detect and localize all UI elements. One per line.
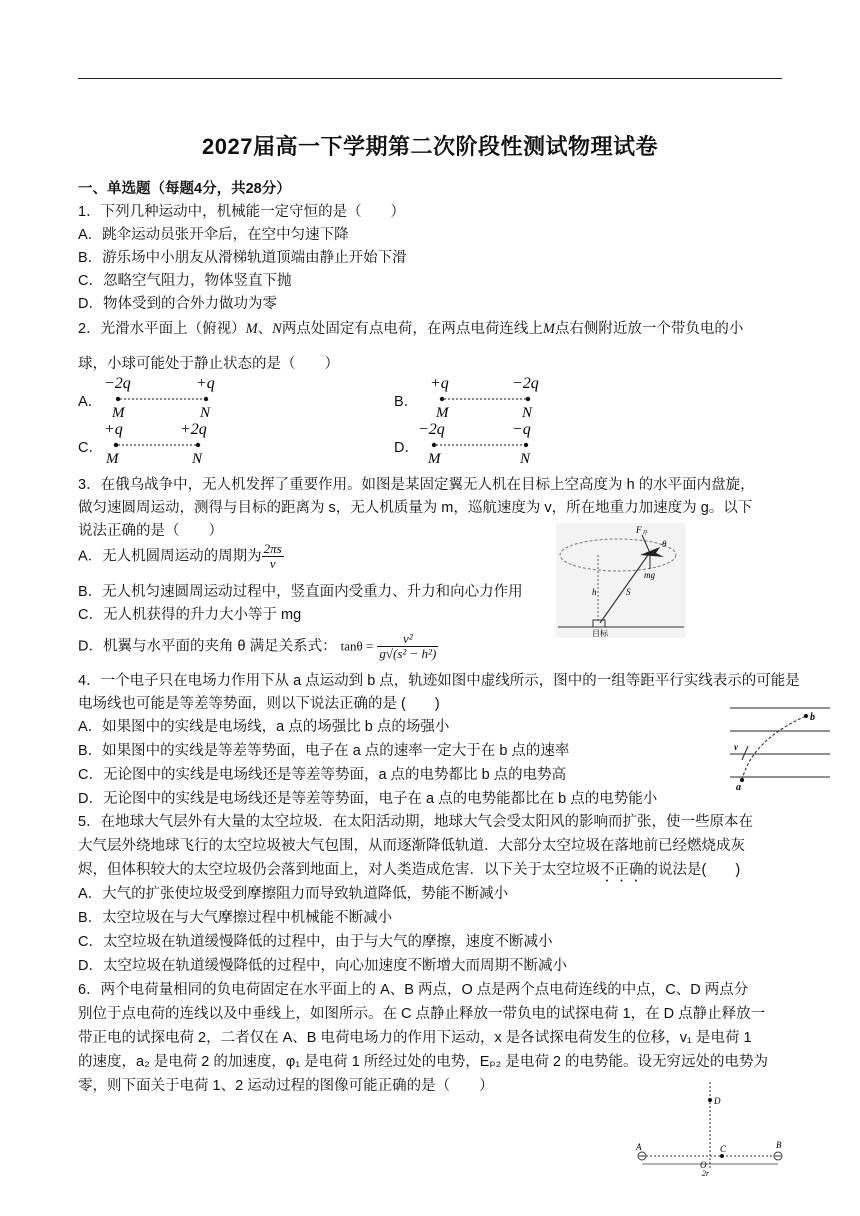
- charge-pair-figure: [100, 372, 240, 422]
- section-heading: 一、单选题（每题4分，共28分）: [78, 181, 291, 197]
- right-charge: −q: [512, 421, 531, 438]
- q1-option-a: A．跳伞运动员张开伞后，在空中匀速下降: [78, 227, 349, 243]
- q2-stem-part: 两点处固定有点电荷，在两点电荷连线上: [281, 321, 543, 337]
- point-m-label: M: [106, 451, 119, 467]
- q5-emphasis: 不正确: [600, 862, 644, 878]
- charge-pair-figure: [100, 418, 240, 468]
- q2-point-m: M: [245, 321, 258, 337]
- point-n-dot: [196, 443, 200, 447]
- q6-stem-line4: 的速度，a₂ 是电荷 2 的加速度，φ₁ 是电荷 1 所经过处的电势，Eₚ₂ 是电荷 2 的电势能。设无穷远处的电势为: [78, 1054, 768, 1070]
- q6-stem-line1: 6．两个电荷量相同的负电荷固定在水平面上的 A、B 两点，O 点是两个点电荷连线的中点，C、D 两点分: [78, 982, 749, 998]
- figure-background: [556, 523, 686, 638]
- q3-option-c: C．无人机获得的升力大小等于 mg: [78, 607, 302, 623]
- velocity-arrow: [742, 746, 748, 760]
- q4-option-d: D．无论图中的实线是电场线还是等差等势面，电子在 a 点的电势能都比在 b 点的电势能小: [78, 791, 658, 807]
- point-d-dot: [708, 1098, 712, 1102]
- q5-stem-line1: 5．在地球大气层外有大量的太空垃圾．在太阳活动期，地球大气会受太阳风的影响而扩张，使一些原本在: [78, 814, 754, 830]
- point-m-label: M: [436, 405, 449, 421]
- q5-option-d: D．太空垃圾在轨道缓慢降低的过程中，向心加速度不断增大而周期不断减小: [78, 958, 567, 974]
- point-n-label: N: [520, 451, 531, 467]
- point-o-label: O: [700, 1160, 707, 1170]
- q3-option-b: B．无人机匀速圆周运动过程中，竖直面内受重力、升力和向心力作用: [78, 584, 523, 600]
- point-n-dot: [204, 397, 208, 401]
- point-b-label: b: [810, 712, 815, 723]
- point-b-label: B: [776, 1140, 782, 1150]
- q1-option-b: B．游乐场中小朋友从滑梯轨道顶端由静止开始下滑: [78, 250, 407, 266]
- distance-label: S: [626, 587, 631, 597]
- q2-point-m: M: [542, 321, 555, 337]
- point-n-label: N: [522, 405, 533, 421]
- q3-option-d: [78, 632, 438, 662]
- q5-option-a: A．大气的扩张使垃圾受到摩擦阻力而导致轨道降低，势能不断减小: [78, 886, 509, 902]
- point-m-dot: [440, 397, 444, 401]
- point-m-dot: [432, 443, 436, 447]
- q1-stem: 1．下列几种运动中，机械能一定守恒的是（ ）: [78, 204, 406, 220]
- q1-option-c: C．忽略空气阻力，物体竖直下抛: [78, 273, 292, 289]
- right-charge: −2q: [512, 375, 539, 392]
- fraction-numerator: v²: [377, 632, 438, 647]
- field-lines-diagram: [730, 700, 834, 790]
- q5-option-b: B．太空垃圾在与大气摩擦过程中机械能不断减小: [78, 910, 393, 926]
- q5-option-c: C．太空垃圾在轨道缓慢降低的过程中，由于与大气的摩擦，速度不断减小: [78, 934, 553, 950]
- q2-stem-line1: [78, 317, 743, 338]
- q5-stem-part: 的说法是( ): [643, 862, 741, 878]
- velocity-label: v: [734, 742, 738, 752]
- q2-stem-part: 2．光滑水平面上（俯视）: [78, 321, 246, 337]
- q3-stem-line2: 做匀速圆周运动，测得与目标的距离为 s，无人机质量为 m，巡航速度为 v，所在地重力加速度为 g。以下: [78, 500, 753, 516]
- point-c-dot: [720, 1154, 724, 1158]
- drone-figure: [556, 523, 686, 643]
- point-m-dot: [116, 397, 120, 401]
- point-d-label: D: [714, 1096, 721, 1106]
- distance-label: 2r: [702, 1169, 710, 1178]
- period-fraction: [262, 542, 284, 572]
- q2-point-n: N: [272, 321, 282, 337]
- q2-stem-part: 点右侧附近放一个带负电的小: [554, 321, 744, 337]
- point-n-dot: [526, 397, 530, 401]
- header-rule: [78, 78, 782, 79]
- right-charge: +2q: [180, 421, 207, 438]
- theta-label: θ: [662, 539, 667, 549]
- midline-diagram: [632, 1080, 792, 1205]
- charge-pair-figure: [424, 372, 564, 422]
- q2-option-d-diagram: [416, 418, 556, 468]
- point-a-label: A: [636, 1142, 642, 1152]
- q3-stem-line1: 3．在俄乌战争中，无人机发挥了重要作用。如图是某固定翼无人机在目标上空高度为 h 的水平面内盘旋，: [78, 477, 755, 493]
- q6-stem-line5: 零，则下面关于电荷 1、2 运动过程的图像可能正确的是（ ）: [78, 1078, 494, 1094]
- left-charge: −2q: [418, 421, 445, 438]
- lift-subscript: 升: [641, 531, 648, 537]
- left-charge: +q: [430, 375, 449, 392]
- q4-stem-line1: 4．一个电子只在电场力作用下从 a 点运动到 b 点，轨迹如图中虚线所示，图中的一组等距平行实线表示的可能是: [78, 673, 800, 689]
- q2-stem-line2: 球，小球可能处于静止状态的是（ ）: [78, 356, 339, 372]
- q5-stem-part: 烬，但体积较大的太空垃圾仍会落到地面上，对人类造成危害．以下关于太空垃圾: [78, 862, 600, 878]
- q4-stem-line2: 电场线也可能是等差等势面，则以下说法正确的是 ( ): [78, 696, 440, 712]
- height-label: h: [592, 587, 597, 597]
- right-charge: +q: [196, 375, 215, 392]
- point-b-dot: [804, 714, 808, 718]
- lift-symbol: F: [636, 525, 642, 535]
- page-title: 2027届高一下学期第二次阶段性测试物理试卷: [202, 134, 658, 159]
- q5-stem-line2: 大气层外绕地球飞行的太空垃圾被大气包围，从而逐渐降低轨道．大部分太空垃圾在落地前已经燃烧成灰: [78, 838, 745, 854]
- q2-option-a-diagram: [100, 372, 240, 422]
- q5-stem-line3: [78, 858, 740, 885]
- q1-option-d: D．物体受到的合外力做功为零: [78, 296, 277, 312]
- fraction-numerator: 2πs: [263, 541, 282, 556]
- point-n-label: N: [192, 451, 203, 467]
- point-a-label: a: [736, 782, 741, 790]
- trajectory-figure: [730, 700, 834, 795]
- q6-stem-line3: 带正电的试探电荷 2，二者仅在 A、B 电荷电场力的作用下运动，x 是各试探电荷发生的位移，v₁ 是电荷 1: [78, 1030, 752, 1046]
- left-charge: −2q: [104, 375, 131, 392]
- drone-circle-diagram: [556, 523, 686, 638]
- q2-sep: 、: [257, 321, 273, 337]
- weight-label: mg: [644, 570, 655, 580]
- target-label: 目标: [592, 629, 608, 638]
- q2-option-c-diagram: [100, 418, 240, 468]
- left-charge: +q: [104, 421, 123, 438]
- q3-option-a: [78, 542, 284, 572]
- point-n-dot: [524, 443, 528, 447]
- point-m-label: M: [428, 451, 441, 467]
- q6-stem-line2: 别位于点电荷的连线以及中垂线上，如图所示。在 C 点静止释放一带负电的试探电荷 1，在 D 点静止释放一: [78, 1006, 766, 1022]
- q3-option-d-text: D．机翼与水平面的夹角 θ 满足关系式：: [78, 638, 337, 655]
- trajectory-path: [742, 716, 806, 780]
- q2-option-b-label: B．: [394, 394, 419, 410]
- q3-stem-line3: 说法正确的是（ ）: [78, 523, 223, 539]
- tan-fraction: [377, 632, 438, 662]
- charges-abcd-figure: [632, 1080, 792, 1210]
- q3-option-a-text: A．无人机圆周运动的周期为: [78, 548, 262, 565]
- point-m-label: M: [112, 405, 125, 421]
- point-n-label: N: [200, 405, 211, 421]
- q2-option-c-label: C．: [78, 440, 103, 456]
- fraction-denominator: g√(s² − h²): [379, 646, 437, 662]
- q4-option-a: A．如果图中的实线是电场线，a 点的场强比 b 点的场强小: [78, 719, 450, 735]
- tan-lhs: tanθ =: [340, 638, 374, 654]
- q2-option-a-label: A．: [78, 394, 103, 410]
- charge-pair-figure: [416, 418, 556, 468]
- point-c-label: C: [720, 1144, 727, 1154]
- q2-option-d-label: D．: [394, 440, 419, 456]
- fraction-denominator: v: [269, 556, 276, 572]
- q2-option-b-diagram: [424, 372, 564, 422]
- q4-option-c: C．无论图中的实线是电场线还是等差等势面，a 点的电势都比 b 点的电势高: [78, 767, 567, 783]
- q4-option-b: B．如果图中的实线是等差等势面，电子在 a 点的速率一定大于在 b 点的速率: [78, 743, 570, 759]
- point-m-dot: [114, 443, 118, 447]
